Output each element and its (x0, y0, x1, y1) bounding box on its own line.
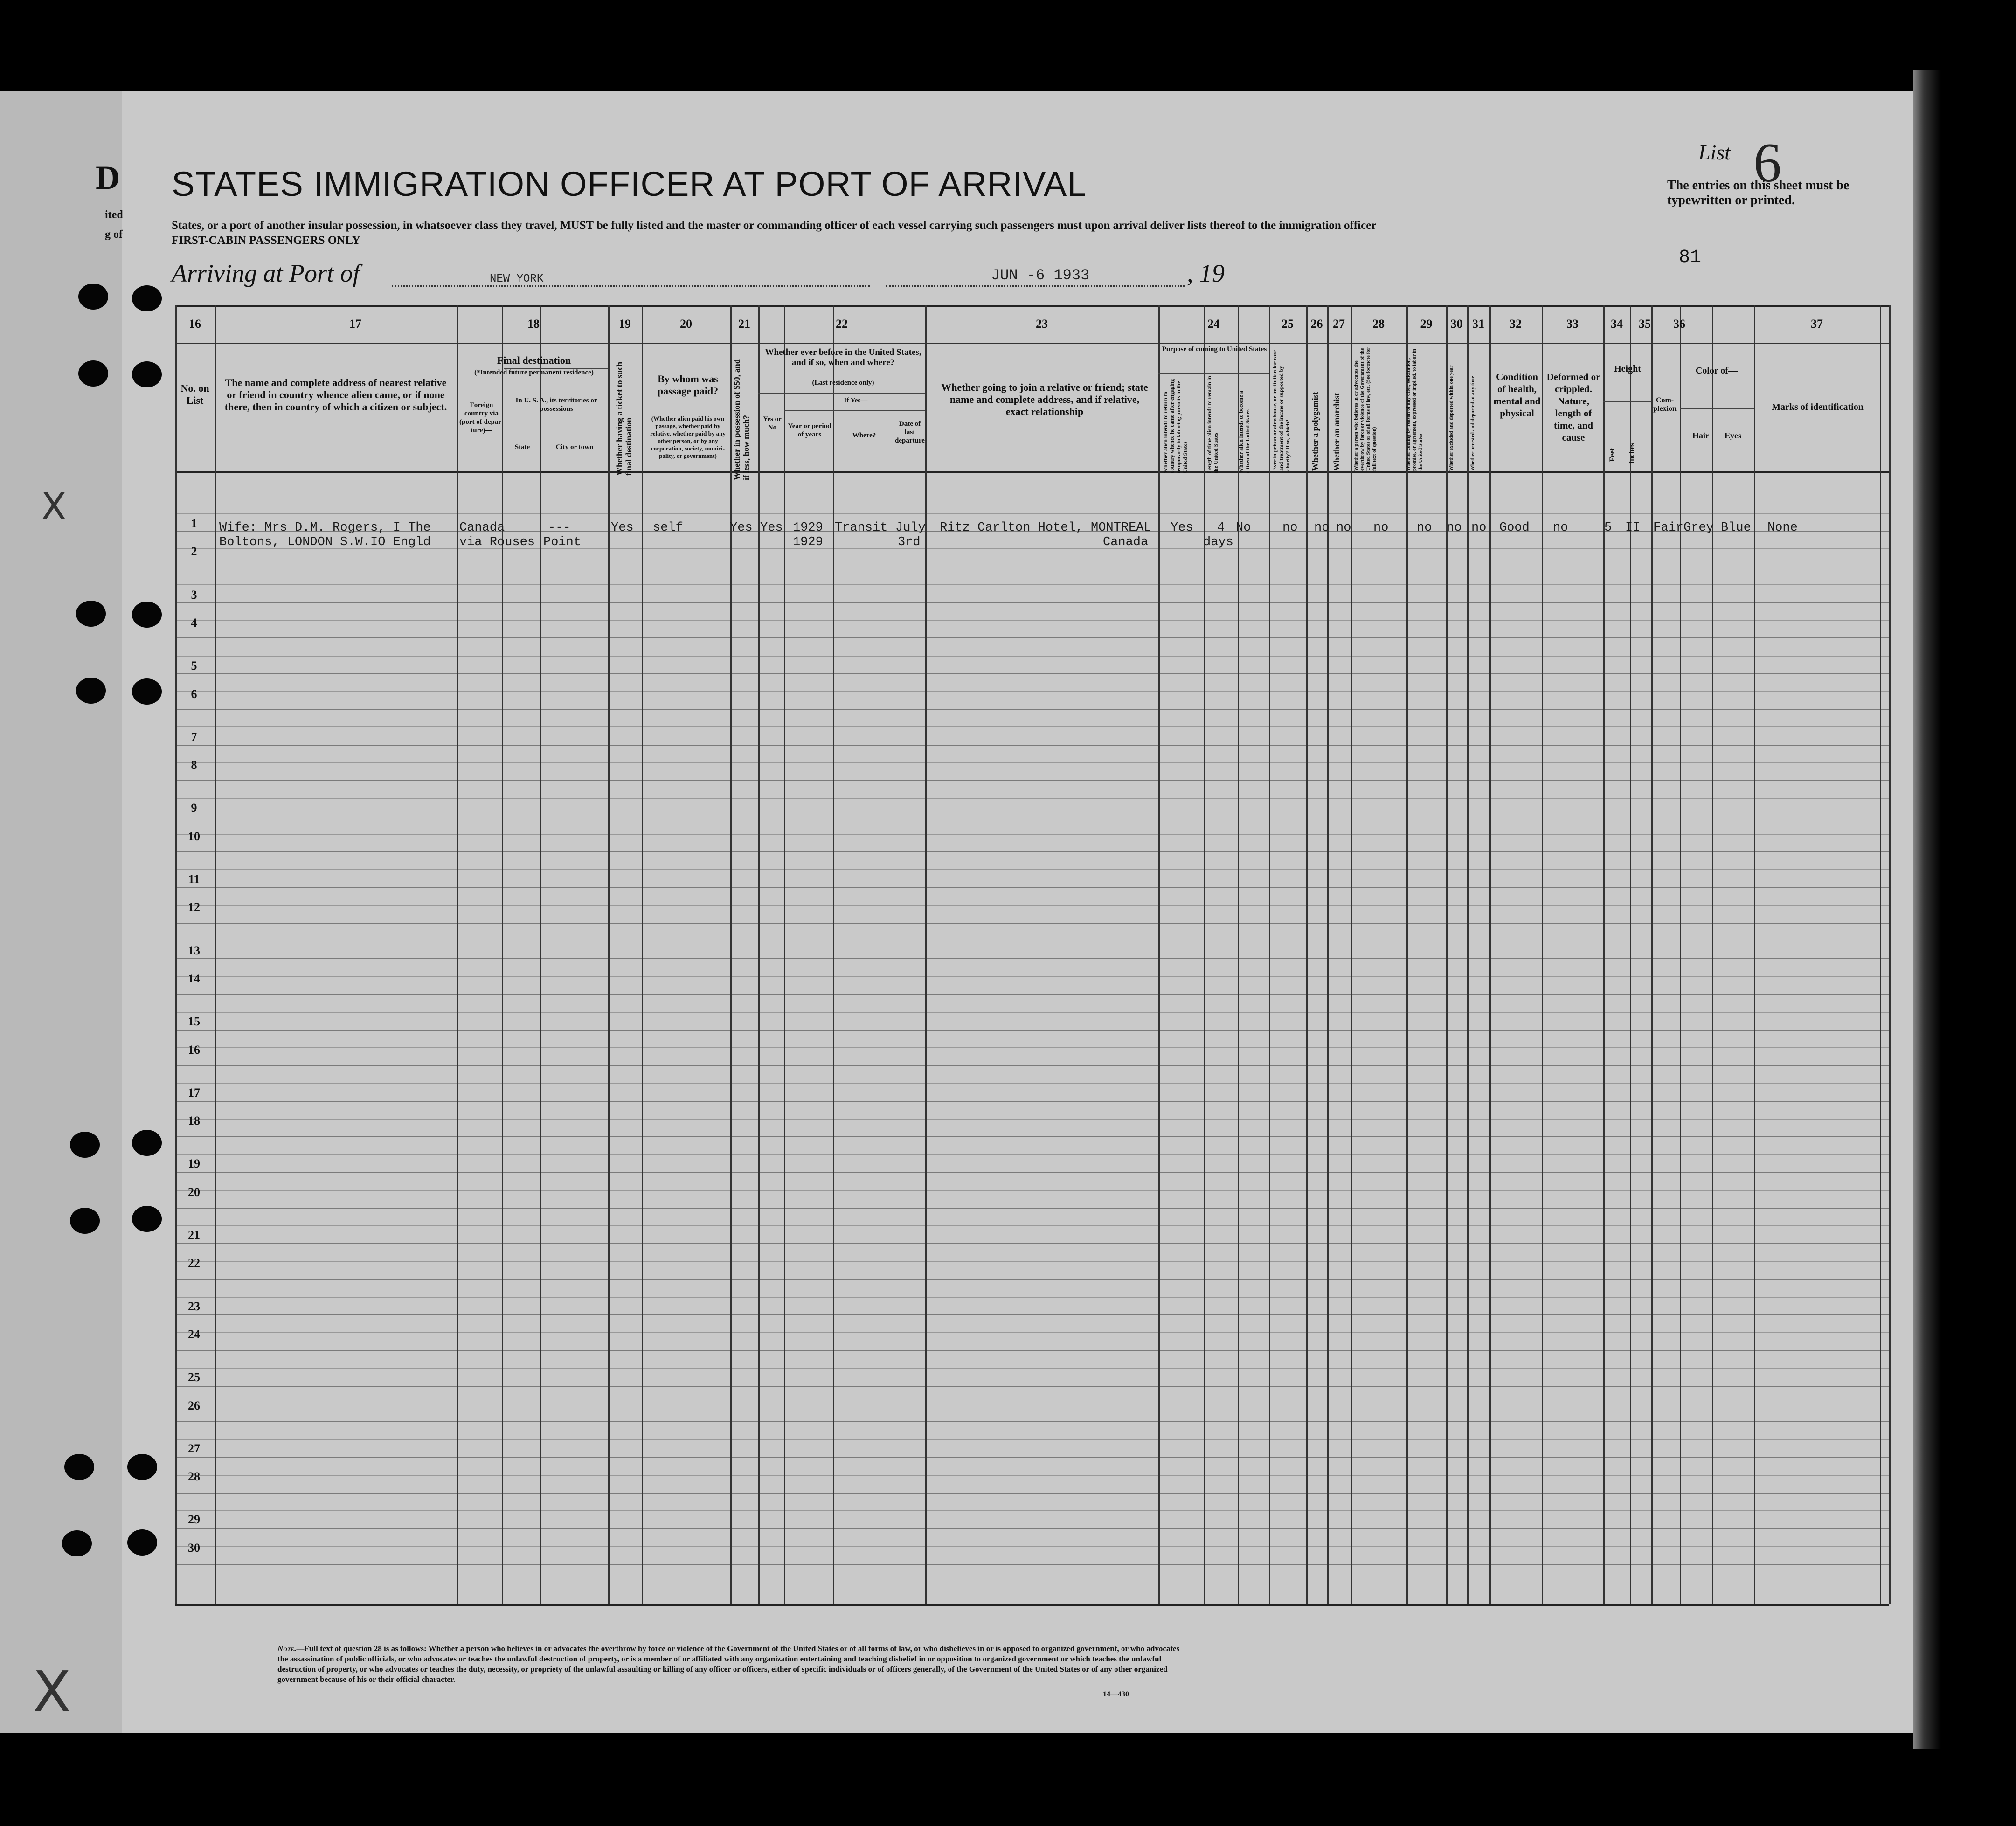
row-line (175, 745, 1889, 746)
header-anarchist: Whether an anarchist (1332, 393, 1341, 471)
entry-health: Good (1499, 521, 1530, 535)
header-subline (1680, 408, 1754, 409)
column-number: 24 (1207, 317, 1220, 331)
handwritten-x-mark: X (33, 1660, 71, 1725)
handwritten-x-mark: X (41, 485, 67, 528)
punch-hole (70, 1132, 100, 1158)
row-line (175, 548, 1889, 549)
punch-hole (78, 284, 108, 310)
column-number: 26 (1310, 317, 1323, 331)
row-line (175, 513, 1889, 514)
header-overthrow: Whether a person who believes in or advocates the overthrow by force or violence of the Government of the United States or of all forms of law, etc. (See footnote for full text of question) (1353, 347, 1377, 471)
row-line (175, 1083, 1889, 1084)
port-dotted-line (392, 285, 870, 287)
row-line (175, 1314, 1889, 1315)
header-eyes: Eyes (1725, 431, 1741, 440)
arriving-label: Arriving at Port of (172, 259, 360, 287)
header-if-yes: If Yes— (844, 397, 868, 404)
row-line (175, 1279, 1889, 1280)
row-line (175, 1261, 1889, 1262)
entry-foreign-line2: via Rouses (459, 535, 535, 549)
row-line (175, 691, 1889, 692)
column-number: 19 (619, 317, 631, 331)
port-value: NEW YORK (490, 273, 544, 285)
header-number-row-border (175, 343, 1889, 344)
row-line (175, 1297, 1889, 1298)
entry-prison: no (1282, 521, 1298, 535)
entry-state: --- (548, 521, 571, 535)
row-number: 9 (191, 801, 197, 815)
column-divider (1406, 305, 1408, 1604)
row-line (175, 1208, 1889, 1209)
row-line (175, 1101, 1889, 1102)
column-number: 33 (1566, 317, 1579, 331)
header-health: Condition of health, mental and physical (1493, 371, 1541, 419)
header-date-departure: Date of last departure (895, 420, 925, 444)
column-divider (457, 305, 458, 1604)
row-number: 2 (191, 545, 197, 559)
header-inches: Inches (1628, 443, 1636, 464)
row-line (175, 1421, 1889, 1422)
date-dotted-line (886, 285, 1185, 287)
row-number: 11 (188, 872, 200, 886)
row-number: 27 (188, 1441, 200, 1455)
header-subline (1158, 373, 1269, 374)
row-line (175, 1510, 1889, 1511)
row-line (175, 1350, 1889, 1351)
row-line (175, 887, 1889, 888)
row-line (175, 1172, 1889, 1173)
row-number: 21 (188, 1228, 200, 1242)
row-line (175, 905, 1889, 906)
column-divider (1651, 305, 1653, 1604)
header-citizen: Whether alien intends to become a citizen of the United States (1238, 391, 1251, 473)
table-border-top (175, 305, 1889, 307)
row-number: 20 (188, 1185, 200, 1199)
row-number: 8 (191, 758, 197, 772)
column-divider (540, 305, 541, 1604)
column-divider (642, 305, 643, 1604)
column-number: 29 (1420, 317, 1433, 331)
column-number: 35 (1639, 317, 1651, 331)
header-polygamist: Whether a polygamist (1310, 392, 1320, 471)
left-fragment-1: D (96, 159, 120, 196)
column-divider (1630, 305, 1631, 1604)
column-divider (608, 305, 610, 1604)
row-number: 7 (191, 730, 197, 744)
column-divider (1754, 305, 1755, 1604)
header-color-of: Color of— (1695, 366, 1738, 376)
row-line (175, 1457, 1889, 1458)
column-number: 28 (1372, 317, 1385, 331)
column-number: 25 (1282, 317, 1294, 331)
punch-hole (132, 678, 162, 705)
row-number: 28 (188, 1470, 200, 1484)
entry-inches: II (1625, 521, 1641, 535)
row-line (175, 780, 1889, 781)
row-number: 23 (188, 1299, 200, 1313)
left-fragment-2: ited (105, 209, 123, 221)
row-number: 17 (188, 1086, 200, 1100)
column-divider (1306, 305, 1308, 1604)
row-line (175, 1243, 1889, 1244)
punch-hole (64, 1454, 94, 1480)
row-line (175, 1154, 1889, 1155)
column-number: 36 (1673, 317, 1685, 331)
header-bottom-border (175, 471, 1889, 473)
header-paid-by-note: (Whether alien paid his own passage, whether paid by relative, whether paid by any other person, or by any corporation, society, municipality, or government) (650, 415, 726, 459)
left-fragment-3: g of (105, 228, 123, 241)
header-in-usa: In U. S. A., its territories or possessions (515, 397, 597, 413)
header-final-destination: Final destination (497, 354, 571, 366)
form-subtitle: States, or a port of another insular possession, in whatsoever class they travel, MUST be fully listed and the master or commanding officer of each vessel carrying such passengers must upon arrival deliver lists thereof to the immigration officer (172, 219, 1377, 232)
row-line (175, 1190, 1889, 1191)
entry-before-date1: July (895, 521, 926, 535)
punch-hole (132, 1206, 162, 1232)
column-divider (1889, 305, 1891, 1604)
row-line (175, 726, 1889, 727)
row-number: 1 (191, 517, 197, 530)
row-number: 19 (188, 1157, 200, 1171)
row-line (175, 1564, 1889, 1565)
column-number: 27 (1333, 317, 1345, 331)
column-divider (784, 305, 785, 1604)
entry-complexion: Fair (1653, 521, 1683, 535)
column-divider (502, 305, 503, 1604)
column-divider (730, 305, 732, 1604)
column-divider (1351, 305, 1352, 1604)
row-line (175, 834, 1889, 835)
table-border-bottom (175, 1604, 1889, 1606)
row-number: 6 (191, 687, 197, 701)
list-number: 6 (1753, 131, 1781, 194)
header-prison: Ever in prison or almshouse, or institution for care and treatment of the insane or supported by charity? If so, which? (1271, 350, 1291, 471)
entry-marks: None (1767, 521, 1798, 535)
row-line (175, 1528, 1889, 1529)
column-number: 18 (527, 317, 540, 331)
row-line (175, 602, 1889, 603)
row-line (175, 620, 1889, 621)
entry-before-where: Transit (835, 521, 888, 535)
entry-relative-line2: Boltons, LONDON S.W.IO Engld (219, 535, 431, 549)
header-joining: Whether going to join a relative or friend; state name and complete address, and if relative, exact relationship (941, 381, 1148, 417)
header-deformed: Deformed or crippled. Nature, length of time, and cause (1546, 371, 1600, 443)
row-line (175, 851, 1889, 852)
first-cabin-label: FIRST-CABIN PASSENGERS ONLY (172, 234, 360, 247)
row-line (175, 1475, 1889, 1476)
row-line (175, 584, 1889, 585)
entry-before-yes: Yes (760, 521, 783, 535)
row-line (175, 976, 1889, 977)
header-where: Where? (852, 432, 876, 439)
row-number: 5 (191, 659, 197, 673)
entry-eyes: Blue (1721, 521, 1751, 535)
row-line (175, 1439, 1889, 1440)
form-number: 14—430 (1103, 1690, 1129, 1698)
entry-excluded: no (1447, 521, 1462, 535)
column-number: 32 (1510, 317, 1522, 331)
row-line (175, 1225, 1889, 1226)
header-has-50: Whether in possession of $50, and if less, how much? (732, 359, 751, 480)
header-marks: Marks of identification (1772, 402, 1864, 412)
header-subline (758, 393, 925, 394)
header-subline (1603, 401, 1651, 402)
header-final-destination-note: (*Intended future permanent residence) (474, 369, 594, 376)
punch-hole (70, 1208, 100, 1234)
entry-arrested: no (1471, 521, 1487, 535)
entry-joining-line1: Ritz Carlton Hotel, MONTREAL (940, 521, 1151, 535)
header-arrested: Whether arrested and deported at any time (1470, 376, 1476, 471)
row-line (175, 958, 1889, 959)
header-paid-by: By whom was passage paid? (657, 373, 719, 397)
entry-paid-by: self (653, 521, 683, 535)
entry-anarchist: no (1336, 521, 1351, 535)
row-line (175, 1493, 1889, 1494)
header-length-stay: Length of time alien intends to remain in the United States (1206, 376, 1219, 473)
page-number: 81 (1679, 247, 1702, 268)
punch-hole (127, 1454, 157, 1480)
column-divider (1327, 305, 1329, 1604)
column-number: 17 (349, 317, 361, 331)
column-divider (215, 305, 216, 1604)
header-purpose: Purpose of coming to United States (1162, 346, 1267, 353)
punch-hole (132, 285, 162, 311)
row-line (175, 709, 1889, 710)
punch-hole (132, 1130, 162, 1156)
year-prefix: , 19 (1187, 259, 1225, 287)
footnote (277, 1644, 1187, 1685)
page-edge (1913, 70, 1941, 1749)
instruction-text: The entries on this sheet must be typewritten or printed. (1667, 178, 1850, 208)
column-divider (1542, 305, 1543, 1604)
entry-before-year2: 1929 (793, 535, 823, 549)
header-offer: Whether coming by reason of any offer, solicitation, promise, or agreement, expressed or implied, to labor in the United States (1406, 349, 1423, 471)
header-feet: Feet (1608, 448, 1616, 462)
entry-offer: no (1417, 521, 1432, 535)
header-return: Whether alien intends to return to country whence he came after engaging temporarily in laboring pursuits in the United States (1162, 379, 1188, 473)
list-label: List (1698, 140, 1731, 164)
punch-hole (132, 361, 162, 387)
row-line (175, 798, 1889, 799)
column-number: 20 (680, 317, 692, 331)
entry-joining-line2: Canada (1103, 535, 1149, 549)
header-ticket: Whether having a ticket to such final destination (615, 361, 633, 476)
row-number: 12 (188, 900, 200, 914)
entry-polygamist: no (1314, 521, 1330, 535)
entry-ticket: Yes (611, 521, 634, 535)
punch-hole (76, 678, 106, 704)
header-complexion: Complexion (1653, 396, 1677, 413)
header-no-on-list: No. on List (180, 382, 209, 406)
entry-has-50: Yes (730, 521, 753, 535)
column-number: 21 (738, 317, 750, 331)
entry-foreign-line1: Canada (459, 521, 505, 535)
header-year: Year or period of years (788, 422, 831, 438)
header-relative: The name and complete address of nearest relative or friend in country whence alien came, or if none there, then in country of which a citizen or subject. (224, 377, 447, 413)
column-divider (1680, 305, 1681, 1604)
punch-hole (76, 601, 106, 627)
row-line (175, 762, 1889, 763)
column-divider (1712, 305, 1713, 1604)
entry-relative-line1: Wife: Mrs D.M. Rogers, I The (219, 521, 431, 535)
header-before-note: (Last residence only) (812, 379, 874, 387)
footnote-label: Note. (277, 1644, 297, 1653)
previous-page-strip (0, 91, 122, 1733)
header-subline (784, 410, 925, 411)
row-line (175, 1065, 1889, 1066)
column-number: 34 (1611, 317, 1623, 331)
row-line (175, 656, 1889, 657)
header-state: State (514, 443, 530, 451)
column-divider (1269, 305, 1270, 1604)
punch-hole (127, 1529, 157, 1556)
entry-before-date2: 3rd (898, 535, 921, 549)
row-number: 22 (188, 1256, 200, 1270)
row-line (175, 1332, 1889, 1333)
punch-hole (132, 602, 162, 628)
column-number: 37 (1811, 317, 1823, 331)
header-yes-no: Yes or No (763, 415, 782, 431)
row-number: 3 (191, 588, 197, 602)
row-line (175, 1030, 1889, 1031)
column-divider (925, 305, 927, 1604)
row-number: 14 (188, 971, 200, 985)
entry-before-year1: 1929 (793, 521, 823, 535)
row-line (175, 1012, 1889, 1013)
row-line (175, 923, 1889, 924)
row-number: 29 (188, 1513, 200, 1527)
entry-citizen: No (1236, 521, 1251, 535)
row-number: 13 (188, 943, 200, 957)
column-number: 16 (189, 317, 201, 331)
column-number: 30 (1450, 317, 1463, 331)
column-number: 22 (836, 317, 848, 331)
header-before-in-us: Whether ever before in the United States, and if so, when and where? (765, 347, 921, 367)
row-line (175, 1546, 1889, 1547)
date-stamp: JUN -6 1933 (991, 267, 1090, 284)
row-line (175, 673, 1889, 674)
row-number: 4 (191, 616, 197, 629)
entry-hair: Grey (1683, 521, 1714, 535)
column-divider (1880, 305, 1881, 1604)
row-number: 15 (188, 1015, 200, 1029)
row-line (175, 1386, 1889, 1387)
column-divider (1489, 305, 1491, 1604)
manifest-table (175, 305, 1889, 1604)
row-line (175, 1119, 1889, 1120)
row-line (175, 994, 1889, 995)
punch-hole (62, 1530, 92, 1556)
entry-length: 4 (1217, 521, 1225, 535)
row-number: 10 (188, 829, 200, 843)
row-number: 24 (188, 1327, 200, 1341)
entry-feet: 5 (1604, 521, 1612, 535)
column-divider (1204, 305, 1205, 1604)
row-number: 18 (188, 1114, 200, 1128)
column-divider (833, 305, 834, 1604)
column-number: 31 (1472, 317, 1484, 331)
header-foreign-country: Foreign country via (port of departure)— (459, 401, 504, 434)
column-divider (1446, 305, 1448, 1604)
column-divider (1603, 305, 1605, 1604)
header-excluded: Whether excluded and deported within one year (1448, 365, 1454, 471)
column-divider (1467, 305, 1469, 1604)
row-line (175, 869, 1889, 870)
column-divider (1158, 305, 1160, 1604)
punch-hole (78, 360, 108, 387)
row-line (175, 1136, 1889, 1137)
header-hair: Hair (1692, 431, 1709, 440)
row-line (175, 637, 1889, 638)
entry-length-unit: days (1203, 535, 1233, 549)
row-number: 16 (188, 1043, 200, 1057)
entry-return: Yes (1171, 521, 1193, 535)
column-number: 23 (1036, 317, 1048, 331)
entry-city: Point (543, 535, 582, 549)
header-city: City or town (555, 443, 594, 451)
entry-deformed: no (1553, 521, 1568, 535)
column-divider (1238, 305, 1239, 1604)
row-line (175, 1047, 1889, 1048)
row-number: 30 (188, 1541, 200, 1555)
form-title: STATES IMMIGRATION OFFICER AT PORT OF ARRIVAL (172, 165, 1087, 203)
footnote-text: —Full text of question 28 is as follows: Whether a person who believes in or advocates the overthrow by force or violence of the Government of the United States or of all forms of law, or who disbelieves in or is opposed to organized government, or who advocates the assassination of public officials, or who advocates or teaches the unlawful destruction of property, or is a member of or affiliated with any organization entertaining and teaching disbelief in or opposition to organized government or which teaches the unlawful destruction of property, or who advocates or teaches the duty, necessity, or propriety of the unlawful assaulting or killing of any officer or officers, either of specific individuals or of officers generally, of the Government of the United States or of any other organized government because of his or their official character. (277, 1644, 1180, 1684)
column-divider (758, 305, 760, 1604)
row-number: 25 (188, 1370, 200, 1384)
header-height: Height (1614, 364, 1641, 374)
row-line (175, 1368, 1889, 1369)
entry-overthrow: no (1373, 521, 1389, 535)
row-number: 26 (188, 1398, 200, 1412)
